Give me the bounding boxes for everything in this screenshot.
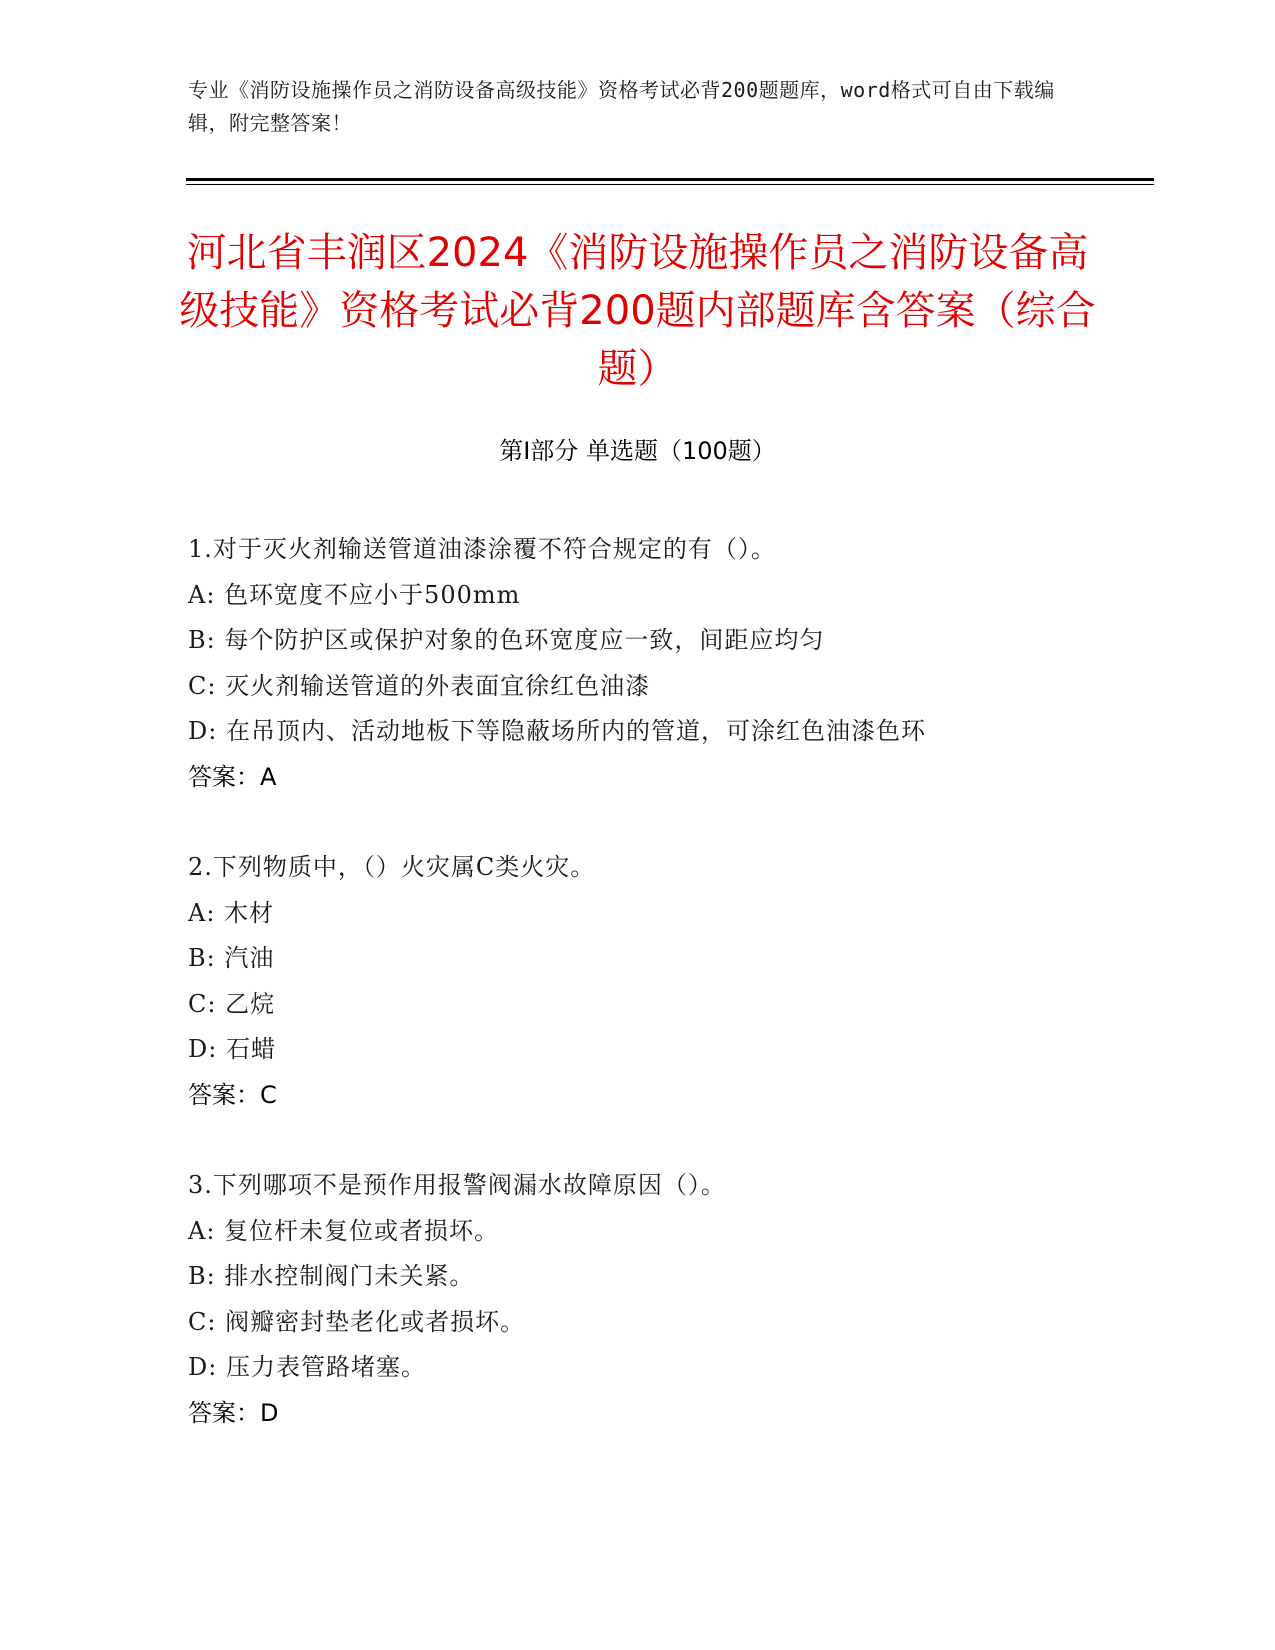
question-option: B: 排水控制阀门未关紧。 bbox=[188, 1262, 475, 1290]
section-title: 第I部分 单选题（100题） bbox=[499, 437, 776, 465]
question-stem: 3.下列哪项不是预作用报警阀漏水故障原因（）。 bbox=[188, 1171, 726, 1199]
header-divider-thin bbox=[186, 184, 1154, 185]
question-stem: 2.下列物质中，（）火灾属C类火灾。 bbox=[188, 853, 596, 881]
question-item bbox=[188, 845, 1138, 1118]
question-stem: 1.对于灭火剂输送管道油漆涂覆不符合规定的有（）。 bbox=[188, 535, 776, 563]
question-option: C: 灭火剂输送管道的外表面宜徐红色油漆 bbox=[188, 671, 651, 700]
question-option: A: 色环宽度不应小于500mm bbox=[188, 580, 521, 609]
question-option: C: 乙烷 bbox=[188, 989, 276, 1018]
question-answer: 答案：D bbox=[188, 1398, 279, 1427]
question-option: B: 每个防护区或保护对象的色环宽度应一致，间距应均匀 bbox=[188, 626, 825, 654]
question-item bbox=[188, 1163, 1138, 1436]
question-option: D: 压力表管路堵塞。 bbox=[188, 1353, 426, 1381]
document-title: 河北省丰润区2024《消防设施操作员之消防设备高级技能》资格考试必背200题内部题库含答案（综合题） bbox=[179, 230, 1096, 392]
question-option: D: 在吊顶内、活动地板下等隐蔽场所内的管道，可涂红色油漆色环 bbox=[188, 717, 926, 745]
question-answer: 答案：A bbox=[188, 762, 277, 791]
question-option: D: 石蜡 bbox=[188, 1035, 276, 1063]
question-answer: 答案：C bbox=[188, 1080, 277, 1109]
question-option: B: 汽油 bbox=[188, 944, 275, 972]
question-list bbox=[188, 527, 1138, 1481]
question-option: A: 复位杆未复位或者损坏。 bbox=[188, 1216, 500, 1245]
question-item bbox=[188, 527, 1138, 800]
header-divider-thick bbox=[186, 178, 1154, 181]
question-option: A: 木材 bbox=[188, 898, 275, 927]
question-option: C: 阀瓣密封垫老化或者损坏。 bbox=[188, 1307, 526, 1336]
header-note: 专业《消防设施操作员之消防设备高级技能》资格考试必背200题题库，word格式可自由下载编辑，附完整答案！ bbox=[188, 78, 1055, 135]
